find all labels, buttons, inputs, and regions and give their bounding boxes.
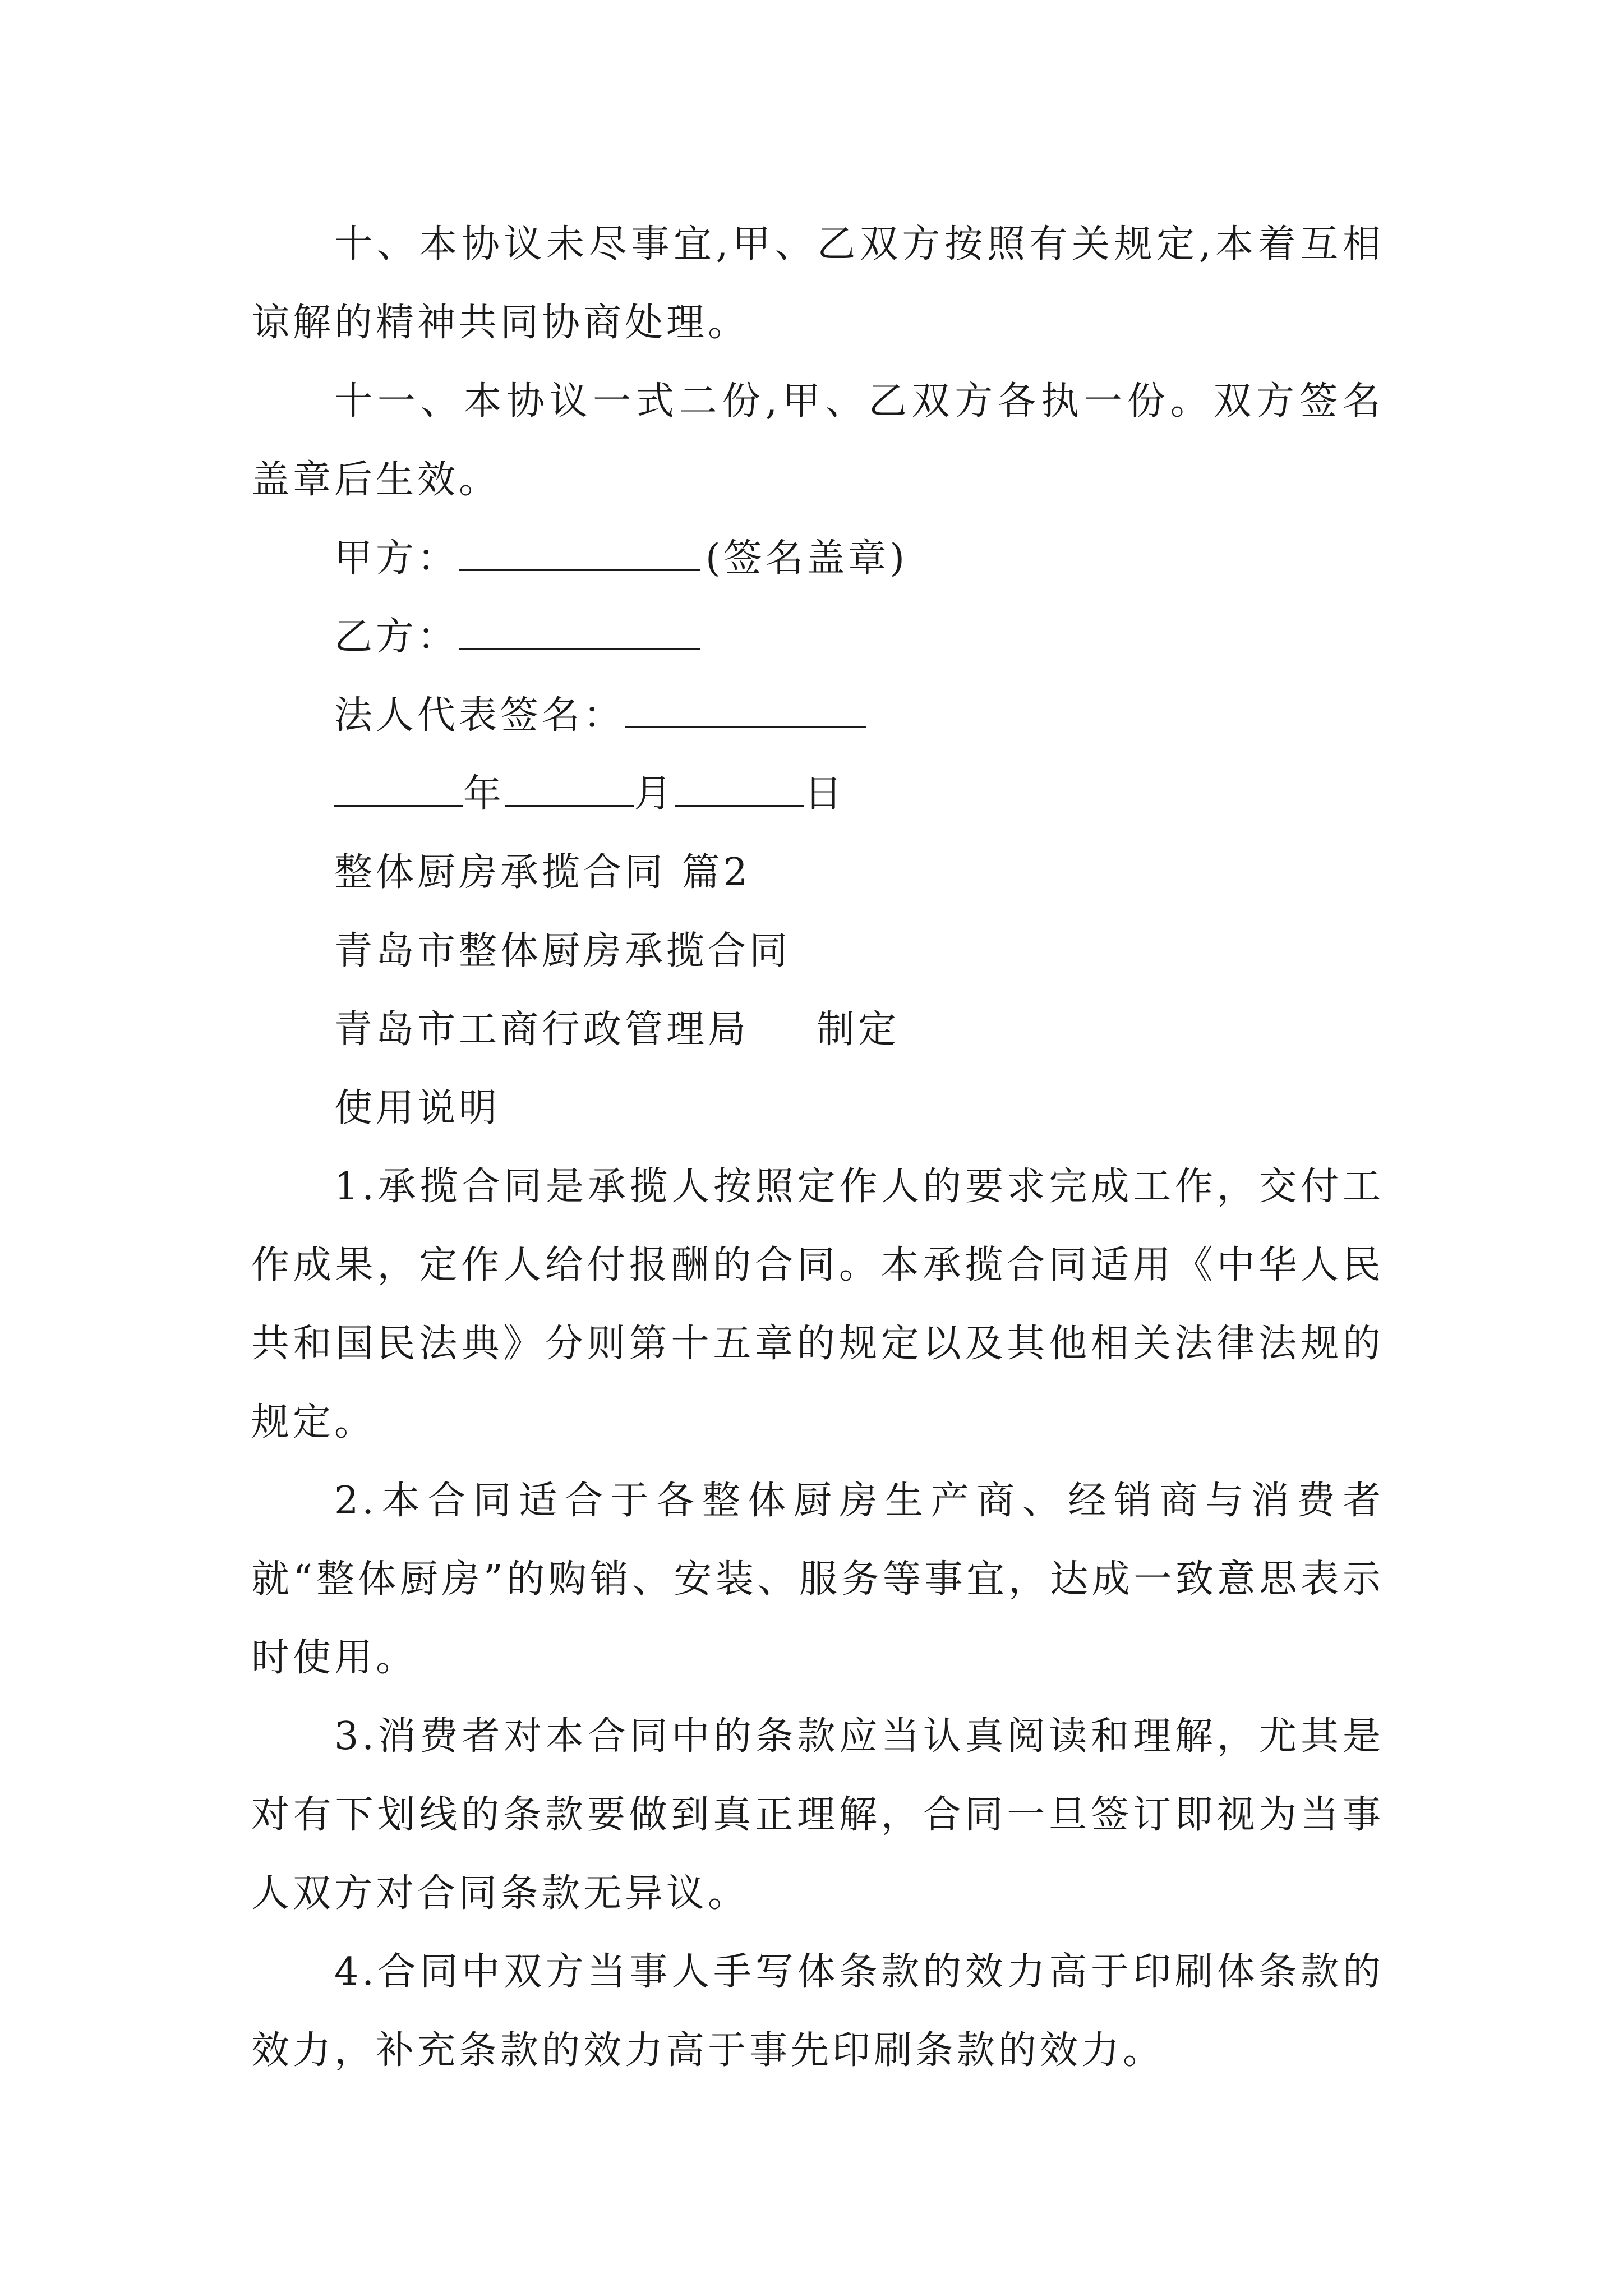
instruction-2: 2.本合同适合于各整体厨房生产商、经销商与消费者就“整体厨房”的购销、安装、服务等事宜，达成一致意思表示时使用。 (251, 1479, 1384, 1680)
instruction-1: 1.承揽合同是承揽人按照定作人的要求完成工作，交付工作成果，定作人给付报酬的合同。本承揽合同适用《中华人民共和国民法典》分则第十五章的规定以及其他相关法律法规的规定。 (251, 1165, 1384, 1444)
legal-rep-line (251, 677, 1384, 755)
party-b-label: 乙方： (334, 615, 459, 659)
legal-rep-blank (625, 695, 866, 728)
date-day-label: 日 (804, 772, 846, 816)
issuer-line (251, 991, 1384, 1069)
date-year-blank (334, 774, 463, 807)
section-title: 整体厨房承揽合同 篇2 (334, 850, 751, 895)
instruction-3: 3.消费者对本合同中的条款应当认真阅读和理解，尤其是对有下划线的条款要做到真正理解，合同一旦签订即视为当事人双方对合同条款无异议。 (251, 1714, 1384, 1916)
instruction-4: 4.合同中双方当事人手写体条款的效力高于印刷体条款的效力，补充条款的效力高于事先印刷条款的效力。 (251, 1950, 1384, 2073)
clause-10: 十、本协议未尽事宜,甲、乙双方按照有关规定,本着互相谅解的精神共同协商处理。 (251, 222, 1384, 345)
issuer-action: 制定 (817, 1007, 900, 1052)
document-body (251, 205, 1384, 2090)
date-month-blank (505, 774, 634, 807)
issuer-name: 青岛市工商行政管理局 (334, 1007, 750, 1052)
legal-rep-label: 法人代表签名： (334, 693, 625, 738)
date-month-label: 月 (634, 772, 676, 816)
party-b-line (251, 598, 1384, 677)
contract-title: 青岛市整体厨房承揽合同 (334, 929, 791, 973)
date-line (251, 755, 1384, 834)
party-a-line (251, 519, 1384, 598)
date-year-label: 年 (463, 772, 505, 816)
party-a-label: 甲方： (334, 536, 459, 581)
clause-11: 十一、本协议一式二份,甲、乙双方各执一份。双方签名盖章后生效。 (251, 379, 1384, 502)
date-day-blank (675, 774, 804, 807)
instructions-heading: 使用说明 (334, 1086, 501, 1130)
party-a-blank (459, 538, 700, 571)
party-b-blank (459, 616, 700, 650)
party-a-suffix: (签名盖章) (706, 536, 909, 581)
